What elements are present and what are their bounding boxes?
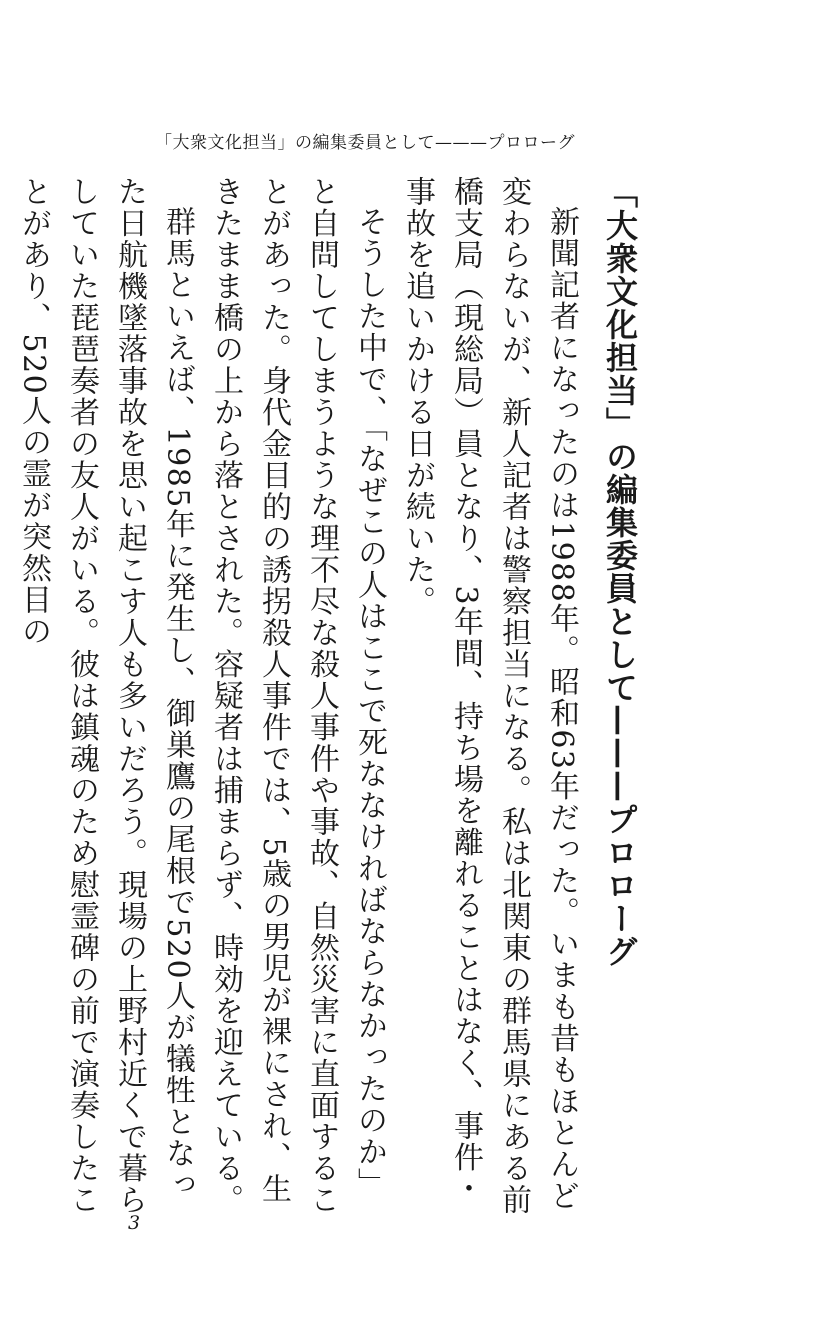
- paragraph-1: 新聞記者になったのは1988年。昭和63年だった。いまも昔もほとんど変わらないが、新人記者は警察担当になる。私は北関東の群馬県にある前橋支局（現総局）員となり、3年間、持ち場を離れることはなく、事件・事故を追いかける日が続いた。: [400, 176, 579, 1216]
- paragraph-3: 群馬といえば、1985年に発生し、御巣鷹の尾根で520人が犠牲となった日航機墜落事故を思い起こす人も多いだろう。現場の上野村近くで暮らしていた琵琶奏者の友人がいる。彼は鎮魂のため慰霊碑の前で演奏したことがあり、520人の霊が突然目の: [16, 176, 195, 1216]
- page-number: 3: [128, 1212, 141, 1234]
- running-head: 「大衆文化担当」の編集委員として———プロローグ: [155, 133, 575, 153]
- chapter-title: 「大衆文化担当」の編集委員として———プロローグ: [601, 176, 639, 968]
- paragraph-2: そうした中で、「なぜこの人はここで死ななければならなかったのか」と自問してしまうような理不尽な殺人事件や事故、自然災害に直面することがあった。身代金目的の誘拐殺人事件では、5歳の男児が裸にされ、生きたまま橋の上から落とされた。容疑者は捕まらず、時効を迎えている。: [208, 176, 387, 1216]
- body-text: [9, 176, 585, 1216]
